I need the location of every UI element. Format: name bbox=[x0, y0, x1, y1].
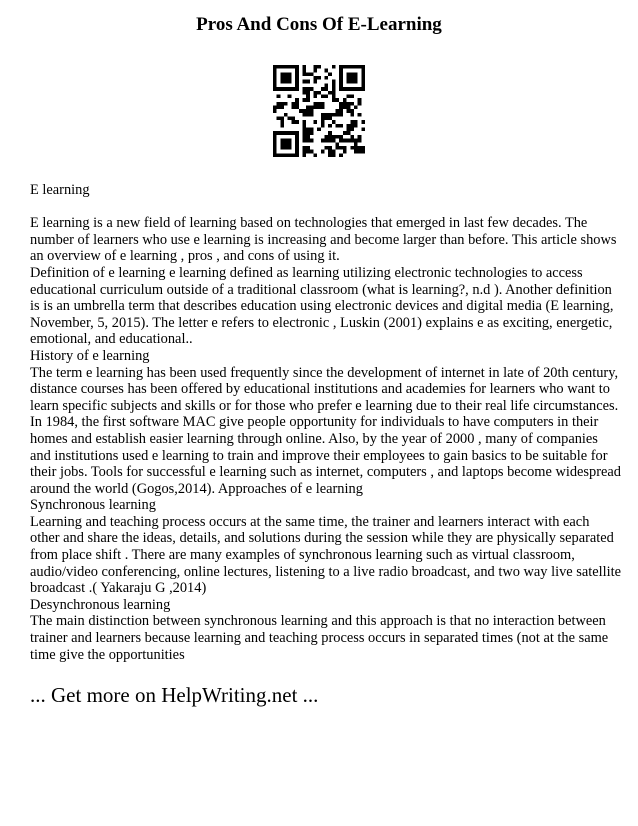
body-line: broadcast .( Yakaraju G ,2014) bbox=[30, 580, 207, 597]
body-line: educational curriculum outside of a traditional classroom (what is learning?, n.d ). Another definition bbox=[30, 281, 612, 298]
body-line: In 1984, the first software MAC give people opportunity for individuals to have computers in their bbox=[30, 414, 599, 431]
body-line: around the world (Gogos,2014). Approaches of e learning bbox=[30, 480, 363, 497]
get-more-link[interactable]: ... Get more on HelpWriting.net ... bbox=[30, 683, 319, 707]
body-line: distance courses has been offered by educational institutions and academies for learners who want to bbox=[30, 381, 610, 398]
body-line: The main distinction between synchronous learning and this approach is that no interaction between bbox=[30, 613, 606, 630]
body-line: from place shift . There are many examples of synchronous learning such as virtual classroom, bbox=[30, 547, 575, 564]
body-line: audio/video conferencing, online lectures, listening to a live radio broadcast, and two way live satellite bbox=[30, 563, 622, 580]
body-line: The term e learning has been used frequently since the development of internet in late of 20th century, bbox=[30, 364, 619, 381]
body-line bbox=[30, 199, 608, 216]
body-line: E learning is a new field of learning based on technologies that emerged in last few decades. The bbox=[30, 215, 588, 232]
body-line: homes and establish easier learning through online. Also, by the year of 2000 , many of companies bbox=[30, 430, 598, 447]
body-line: Synchronous learning bbox=[30, 497, 156, 514]
body-line: their jobs. Tools for successful e learning such as internet, computers , and laptops become widespread bbox=[30, 464, 621, 481]
body-line: number of learners who use e learning is increasing and become larger than before. This article shows bbox=[30, 231, 617, 248]
body-line: and institutions used e learning to train and improve their employees to gain basics to be suitable for bbox=[30, 447, 608, 464]
body-line: is is an umbrella term that describes education using electronic devices and digital media (E learning, bbox=[30, 298, 614, 315]
qr-code-icon bbox=[273, 65, 365, 157]
body-line: an overview of e learning , pros , and cons of using it. bbox=[30, 248, 340, 265]
body-line: emotional, and educational.. bbox=[30, 331, 193, 348]
document-body bbox=[30, 182, 622, 663]
body-line: Desynchronous learning bbox=[30, 596, 171, 613]
body-line: trainer and learners because learning and teaching process occurs in separated times (not at the same bbox=[30, 630, 609, 647]
body-line: learn specific subjects and skills or for those who prefer e learning due to their real life circumstances. bbox=[30, 397, 619, 414]
body-line: E learning bbox=[30, 182, 90, 198]
body-line: History of e learning bbox=[30, 347, 150, 364]
body-line: time give the opportunities bbox=[30, 646, 185, 663]
body-line: other and share the ideas, details, and solutions during the session while they are physically separated bbox=[30, 530, 614, 547]
body-line: November, 5, 2015). The letter e refers to electronic , Luskin (2001) explains e as exciting, energetic, bbox=[30, 314, 613, 331]
document-title: Pros And Cons Of E-Learning bbox=[196, 14, 442, 35]
body-line: Learning and teaching process occurs at the same time, the trainer and learners interact with each bbox=[30, 513, 590, 530]
body-line: Definition of e learning e learning defined as learning utilizing electronic technologies to access bbox=[30, 264, 583, 281]
